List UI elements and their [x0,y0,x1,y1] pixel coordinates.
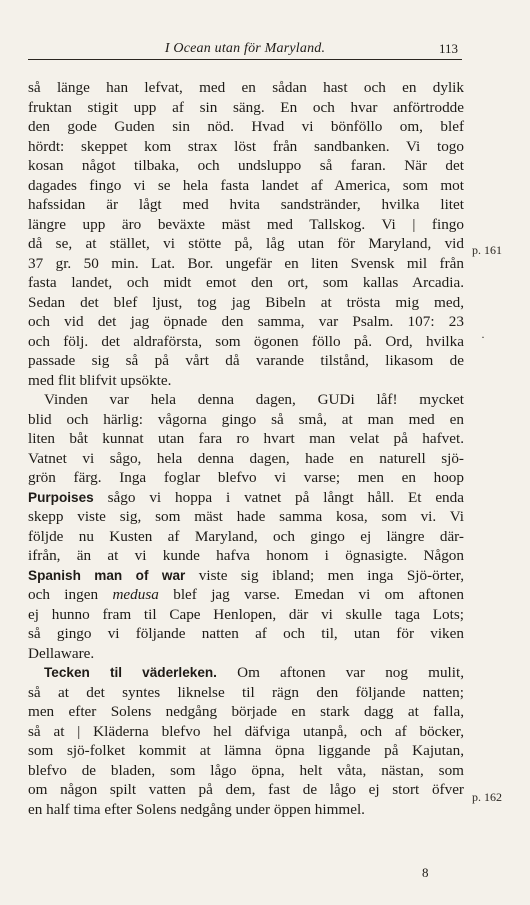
text-line [28,137,464,157]
text-line [28,488,464,508]
emphasized-term: Spanish man of war [28,567,186,583]
text-segment: en half tima efter Solens nedgång under öppen himmel. [28,800,365,818]
text-segment: hafssidan är lågt med hvita sandstränder, hvilka litet [28,196,464,213]
text-segment: skepp viste sig, som mäst hade samma kosa, som vi. Vi [28,508,464,525]
margin-page-ref: p. 162 [472,790,502,804]
text-line [28,273,464,293]
text-segment: dagades fingo vi se hela fasta landet af America, som mot [28,176,464,194]
text-line [28,605,464,625]
text-segment: följde nu Kusten af Maryland, och gingo ej längre där- [28,527,464,545]
signature-mark: 8 [422,865,429,880]
text-line [28,176,464,196]
text-segment: och ingen [28,586,113,603]
text-segment: och följ. det aldraförsta, som ögonen föllo på. Ord, hvilka [28,332,464,350]
text-segment: längre upp äro beväxte mäst med Tallskog. Vi | fingo [28,215,464,233]
text-segment: liten båt kunnat utan fara ro hvart man velat på hafvet. [28,430,464,447]
text-segment: då se, at stället, vi stötte på, låg utan för Maryland, vid [28,235,464,252]
text-line [28,663,464,683]
text-segment: Om aftonen var nog mulit, [216,664,464,681]
text-segment: om någon spilt vatten på dem, fast de lågo ej stort öfver [28,781,464,798]
text-segment: så länge han lefvat, med en sådan hast och en dylik [28,79,464,96]
text-segment: fruktan stigit upp af sin säng. En och hvar anförtrodde [28,98,464,116]
text-line [28,683,464,703]
text-line [28,780,464,800]
text-segment: med flit blifvit upsökte. [28,371,172,389]
text-line [28,156,464,176]
text-segment: blid och härlig: vågorna gingo så små, at man med en [28,410,464,428]
text-segment: blef jag varse. Emedan vi om aftonen [158,586,465,603]
text-segment: sågo vi hoppa i vatnet på långt håll. Et enda [93,488,464,506]
text-line [28,566,464,586]
text-line [28,702,464,722]
emphasized-term: Purpoises [28,489,94,505]
text-segment: fasta landet, och midt emot den ort, som kallas Arcadia. [28,274,464,291]
text-segment: grön färg. Inga foglar blefvo vi varse; men en hoop [28,469,464,486]
text-segment: så at | Kläderna blefvo hel däfviga utanpå, och af böcker, [28,722,464,740]
text-segment: och vid det jag öpnade den samma, var Psalm. 107: 23 [28,313,464,330]
text-line [28,644,464,664]
text-line [28,332,464,352]
text-line [28,312,464,332]
margin-dot: · [481,330,485,344]
text-line [28,351,464,371]
text-segment: ej hunno fram til Cape Henlopen, där vi skulle taga Lots; [28,605,464,623]
text-line [28,468,464,488]
text-segment: men efter Solens nedgång började en stark dagg at falla, [28,703,464,720]
text-segment: Vatnet vi sågo, hela denna dagen, hade en naturell sjö- [28,449,464,467]
text-line [28,78,464,98]
text-line [28,800,464,820]
text-segment: 37 gr. 50 min. Lat. Bor. ungefär en liten Svensk mil från [28,254,464,272]
text-line [28,546,464,566]
text-line [28,371,464,391]
text-line [28,527,464,547]
text-segment: kosan något tilbaka, och undsluppo så faran. När det [28,157,464,174]
text-segment: passade sig så på vårt då varande tilstånd, likasom de [28,352,464,369]
text-line [28,449,464,469]
margin-page-ref: p. 161 [472,243,502,257]
text-line [28,254,464,274]
text-segment: ifrån, än at vi kunde hafva honom i ögnasigte. Någon [28,547,464,564]
text-line [28,761,464,781]
text-line [28,741,464,761]
text-line [28,117,464,137]
text-line [28,390,464,410]
running-header [28,37,462,60]
text-segment: viste sig ibland; men inga Sjö-örter, [185,566,464,584]
text-segment: Dellaware. [28,644,95,662]
text-line [28,215,464,235]
page-number: 113 [438,41,458,56]
text-line [28,507,464,527]
running-title: I Ocean utan för Maryland. [164,41,326,56]
text-segment: Vinden var hela denna dagen, GUDi låf! mycket [44,391,464,408]
text-line [28,429,464,449]
text-line [28,624,464,644]
text-line [28,98,464,118]
text-line [28,195,464,215]
text-line [28,234,464,254]
text-segment: den gode Guden sin nöd. Hvad vi bönföllo om, blef [28,118,464,135]
text-segment: så at det syntes liknelse til rägn den följande natten; [28,683,464,701]
text-line [28,585,464,605]
text-line [28,722,464,742]
text-line [28,410,464,430]
emphasized-term: Tecken til väderleken. [44,665,217,680]
text-segment: som sjö-folket kommit at lämna öpna liggande på Kajutan, [28,742,464,759]
text-segment: Sedan det blef ljust, tog jag Bibeln at trösta mig med, [28,293,464,311]
italic-term: medusa [112,586,159,603]
text-segment: blefvo de bladen, som lågo öpna, helt våta, nästan, som [28,761,464,779]
body-text [28,78,464,819]
text-line [28,293,464,313]
text-segment: hördt: skeppet kom strax löst från sandbanken. Vi togo [28,137,464,155]
text-segment: så gingo vi följande natten af och til, utan för viken [28,625,464,642]
